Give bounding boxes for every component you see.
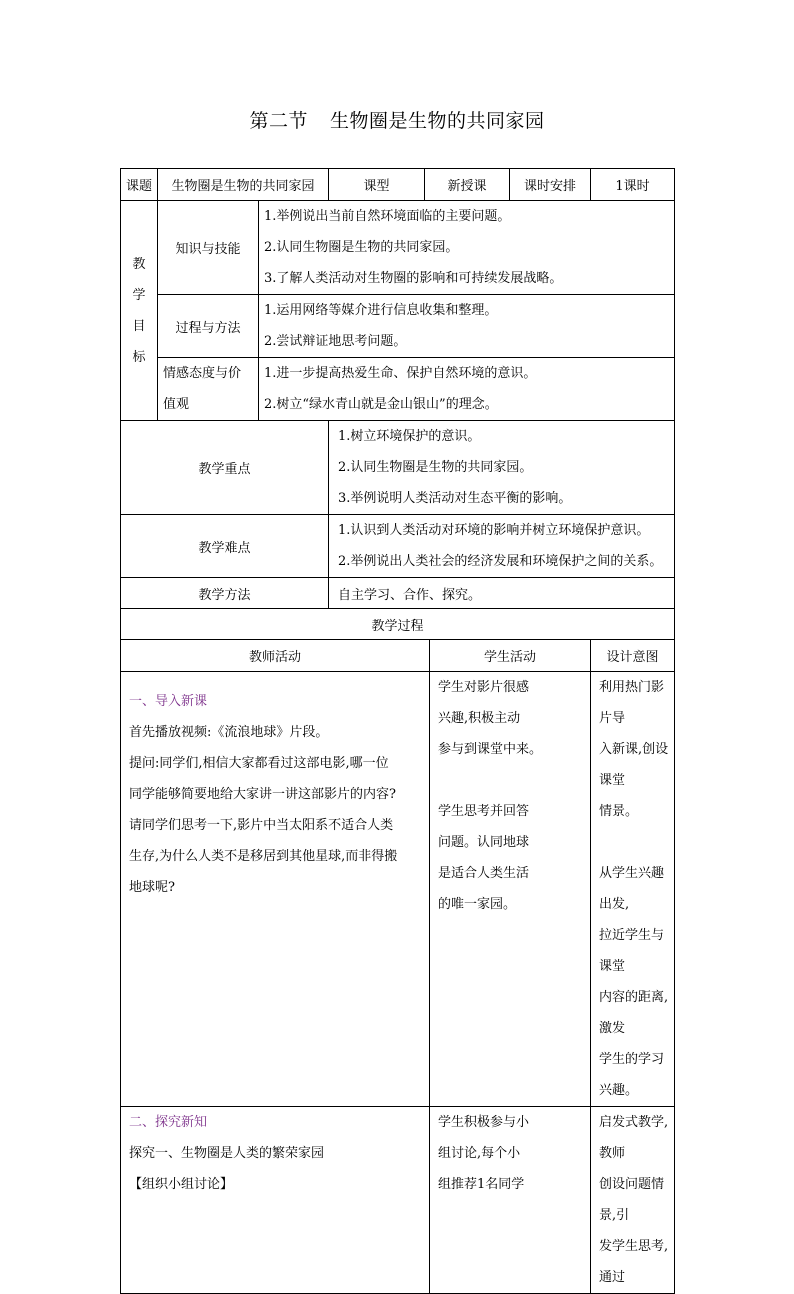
type-label: 课型 [329,169,425,201]
process-title-row [121,609,675,640]
objective-process-row [121,295,675,358]
emotion-items: 1.进一步提高热爱生命、保护自然环境的意识。 2.树立“绿水青山就是金山银山”的理念。 [259,358,675,421]
topic-label: 课题 [121,169,158,201]
objective-emotion-row [121,358,675,421]
lesson-plan-table [120,168,675,1294]
header-row [121,169,675,201]
section1-teacher: 一、导入新课 首先播放视频:《流浪地球》片段。 提问:同学们,相信大家都看过这部电影,哪一位 同学能够简要地给大家讲一讲这部影片的内容? 请同学们思考一下,影片中当太阳系不适合人类 生存,为什么人类不是移居到其他星球,而非得搬 地球呢? [121,672,430,1107]
section1-student: 学生对影片很感 兴趣,积极主动 参与到课堂中来。 学生思考并回答 问题。认同地球 是适合人类生活 的唯一家园。 [430,672,591,1107]
hours-label: 课时安排 [510,169,591,201]
title-section: 第二节 [249,110,308,132]
col-design: 设计意图 [591,640,675,672]
section2-row [121,1107,675,1294]
difficulties-items: 1.认识到人类活动对环境的影响并树立环境保护意识。 2.举例说出人类社会的经济发展和环境保护之间的关系。 [329,515,675,578]
objective-knowledge-row [121,201,675,295]
key-points-label: 教学重点 [121,421,329,515]
process-items: 1.运用网络等媒介进行信息收集和整理。 2.尝试辩证地思考问题。 [259,295,675,358]
difficulties-label: 教学难点 [121,515,329,578]
page-title [0,106,794,133]
knowledge-label: 知识与技能 [158,201,259,295]
process-title: 教学过程 [121,609,675,640]
section1-row [121,672,675,1107]
emotion-label: 情感态度与价 值观 [158,358,259,421]
process-label: 过程与方法 [158,295,259,358]
column-header-row [121,640,675,672]
methods-label: 教学方法 [121,578,329,609]
methods-row [121,578,675,609]
section2-heading: 二、探究新知 [129,1115,208,1130]
knowledge-items: 1.举例说出当前自然环境面临的主要问题。 2.认同生物圈是生物的共同家园。 3.了解人类活动对生物圈的影响和可持续发展战略。 [259,201,675,295]
methods-value: 自主学习、合作、探究。 [329,578,675,609]
key-points-items: 1.树立环境保护的意识。 2.认同生物圈是生物的共同家园。 3.举例说明人类活动对生态平衡的影响。 [329,421,675,515]
objectives-label: 教 学 目 标 [121,201,158,421]
title-text: 生物圈是生物的共同家园 [330,110,545,132]
topic-value: 生物圈是生物的共同家园 [158,169,329,201]
section2-design: 启发式教学,教师 创设问题情景,引 发学生思考,通过 [591,1107,675,1294]
section1-heading: 一、导入新课 [129,694,208,709]
col-teacher: 教师活动 [121,640,430,672]
difficulties-row [121,515,675,578]
section1-design: 利用热门影片导 入新课,创设课堂 情景。 从学生兴趣出发, 拉近学生与课堂 内容的距离,激发 学生的学习兴趣。 [591,672,675,1107]
type-value: 新授课 [425,169,510,201]
key-points-row [121,421,675,515]
col-student: 学生活动 [430,640,591,672]
section2-teacher: 二、探究新知 探究一、生物圈是人类的繁荣家园 【组织小组讨论】 [121,1107,430,1294]
section2-student: 学生积极参与小 组讨论,每个小 组推荐1名同学 [430,1107,591,1294]
hours-value: 1课时 [591,169,675,201]
